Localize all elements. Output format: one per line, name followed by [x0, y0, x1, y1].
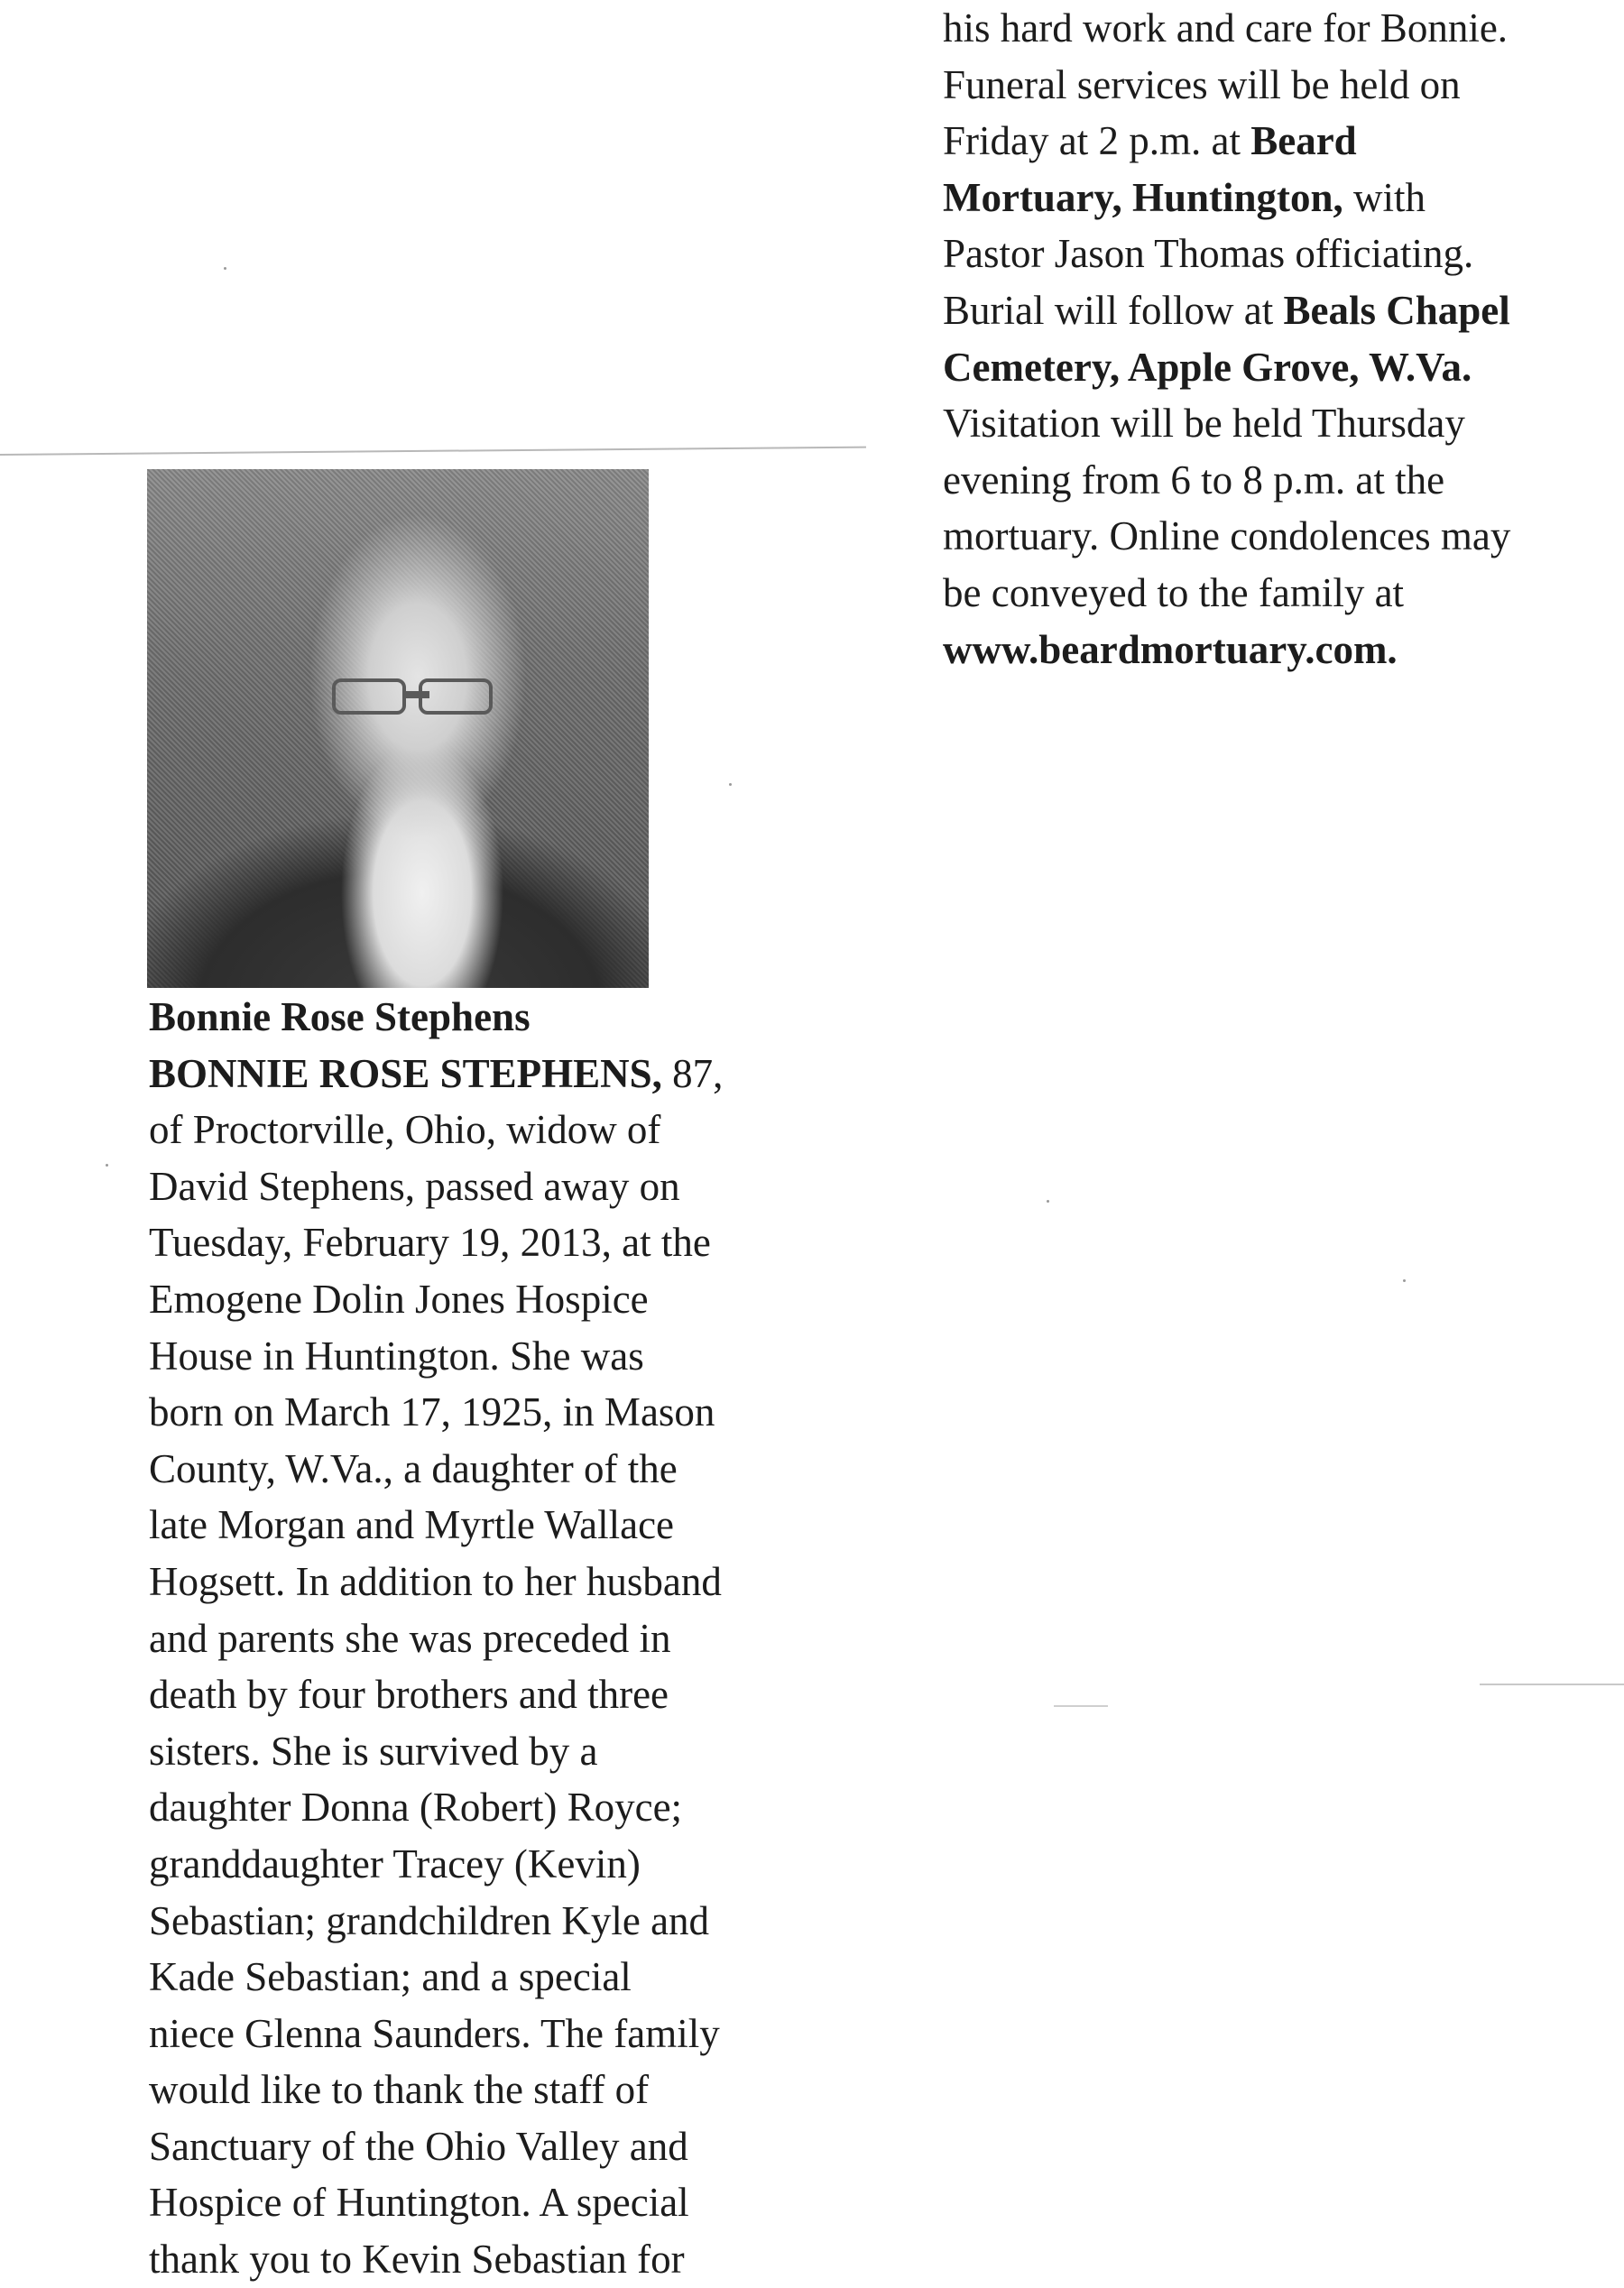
text-line: thank you to Kevin Sebastian for — [149, 2237, 685, 2283]
text-line: Emogene Dolin Jones Hospice — [149, 1276, 649, 1322]
scan-speck — [1403, 1279, 1406, 1282]
funeral-home-name: Beard — [1250, 118, 1357, 164]
text-line — [943, 113, 1510, 170]
text-line: of Proctorville, Ohio, widow of — [149, 1107, 661, 1153]
text-line — [149, 1046, 723, 1102]
text-line: would like to thank the staff of — [149, 2067, 650, 2113]
obituary-main-column — [149, 989, 723, 2288]
text-line — [943, 622, 1510, 678]
deceased-name: BONNIE ROSE STEPHENS, — [149, 1050, 662, 1096]
text-line: Kade Sebastian; and a special — [149, 1954, 632, 2000]
scan-speck — [729, 783, 732, 786]
text-line: evening from 6 to 8 p.m. at the — [943, 457, 1445, 503]
text-line: Tuesday, February 19, 2013, at the — [149, 1220, 711, 1266]
text-fragment: 87, — [661, 1050, 724, 1096]
text-line: sisters. She is survived by a — [149, 1728, 598, 1774]
text-line: Hospice of Huntington. A special — [149, 2180, 689, 2226]
text-line: late Morgan and Myrtle Wallace — [149, 1502, 675, 1548]
text-fragment: with — [1343, 174, 1426, 220]
scan-speck — [224, 267, 226, 270]
text-line — [943, 339, 1510, 396]
text-line: Sanctuary of the Ohio Valley and — [149, 2123, 688, 2169]
clipping-edge-tick — [1054, 1705, 1108, 1707]
text-line: David Stephens, passed away on — [149, 1163, 680, 1209]
website-address: www.beardmortuary.com. — [943, 626, 1398, 672]
text-line: mortuary. Online condolences may — [943, 513, 1511, 559]
funeral-home-location: Mortuary, Huntington, — [943, 174, 1343, 220]
text-line: born on March 17, 1925, in Mason — [149, 1389, 715, 1435]
text-line: Sebastian; grandchildren Kyle and — [149, 1897, 710, 1943]
text-line — [943, 282, 1510, 339]
text-line — [943, 170, 1510, 226]
text-line: and parents she was preceded in — [149, 1615, 671, 1661]
eyeglasses-shape — [332, 678, 494, 711]
text-line: Visitation will be held Thursday — [943, 401, 1465, 447]
cemetery-name: Beals Chapel — [1283, 287, 1510, 333]
obituary-title: Bonnie Rose Stephens — [149, 994, 531, 1039]
text-line: his hard work and care for Bonnie. — [943, 5, 1509, 51]
text-line: daughter Donna (Robert) Royce; — [149, 1785, 683, 1831]
clipping-edge-line-right — [1480, 1684, 1624, 1685]
scan-speck — [1047, 1200, 1049, 1203]
text-fragment: Friday at 2 p.m. at — [943, 118, 1251, 164]
text-fragment: Burial will follow at — [943, 287, 1284, 333]
scan-speck — [106, 1164, 108, 1167]
cemetery-location: Cemetery, Apple Grove, W.Va. — [943, 344, 1472, 390]
text-line: House in Huntington. She was — [149, 1333, 644, 1379]
text-line: granddaughter Tracey (Kevin) — [149, 1841, 641, 1887]
clipping-edge-line — [0, 447, 866, 456]
text-line: niece Glenna Saunders. The family — [149, 2010, 720, 2056]
text-line: County, W.Va., a daughter of the — [149, 1445, 678, 1491]
text-line: death by four brothers and three — [149, 1672, 669, 1718]
text-line: Pastor Jason Thomas officiating. — [943, 231, 1474, 277]
text-line: Funeral services will be held on — [943, 61, 1461, 107]
portrait-photo — [147, 469, 649, 988]
obituary-continuation-column — [943, 0, 1510, 678]
text-line: be conveyed to the family at — [943, 569, 1405, 615]
text-line: Hogsett. In addition to her husband — [149, 1558, 722, 1604]
